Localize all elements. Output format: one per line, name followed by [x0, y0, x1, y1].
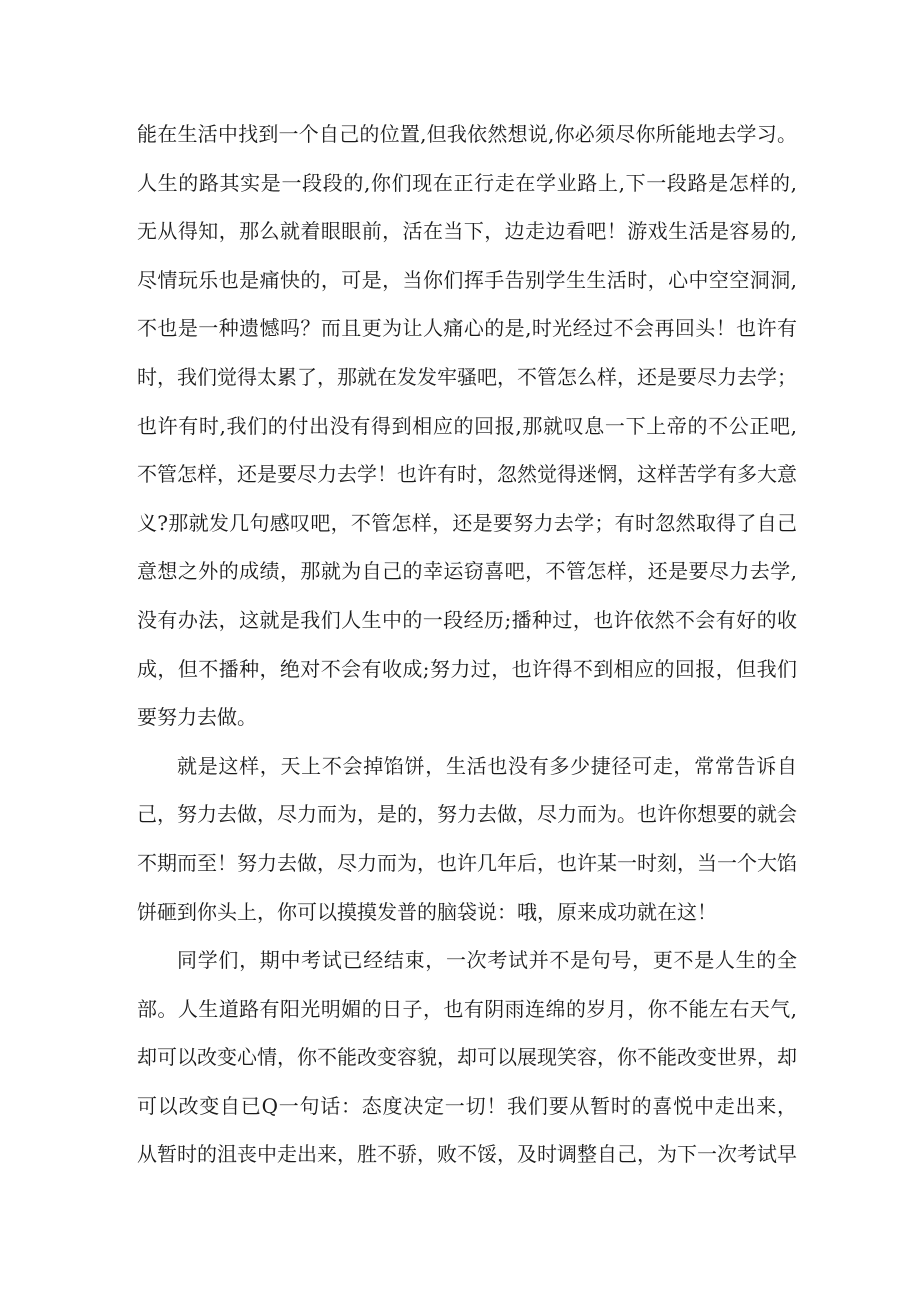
document-body	[137, 110, 797, 1179]
text-line: 意想之外的成绩，那就为自己的幸运窃喜吧，不管怎样，还是要尽力去学,	[137, 559, 797, 584]
text-line: 却可以改变心情，你不能改变容貌，却可以展现笑容，你不能改变世界，却	[137, 1045, 797, 1070]
text-line: 能在生活中找到一个自己的位置,但我依然想说,你必须尽你所能地去学习。	[137, 122, 797, 146]
text-line: 同学们，期中考试已经结束，一次考试并不是句号，更不是人生的全	[177, 948, 797, 973]
text-line: 尽情玩乐也是痛快的，可是，当你们挥手告别学生生活时，心中空空洞洞,	[137, 267, 797, 292]
paragraph	[137, 742, 797, 936]
text-line: 从暂时的沮丧中走出来，胜不骄，败不馁，及时调整自己，为下一次考试早	[137, 1142, 797, 1167]
text-line: 饼砸到你头上，你可以摸摸发普的脑袋说：哦，原来成功就在这！	[137, 899, 717, 924]
text-line: 人生的路其实是一段段的,你们现在正行走在学业路上,下一段路是怎样的,	[137, 170, 797, 195]
text-line: 义?那就发几句感叹吧，不管怎样，还是要努力去学；有时忽然取得了自己	[137, 510, 797, 535]
text-line: 不管怎样，还是要尽力去学！也许有时，忽然觉得迷惘，这样苦学有多大意	[137, 462, 797, 487]
text-line: 时，我们觉得太累了，那就在发发牢骚吧，不管怎么样，还是要尽力去学；	[137, 364, 797, 389]
text-line: 不也是一种遗憾吗？而且更为让人痛心的是,时光经过不会再回头！也许有	[137, 316, 797, 341]
text-line: 没有办法，这就是我们人生中的一段经历;播种过，也许依然不会有好的收	[137, 607, 797, 632]
text-line: 成，但不播种，绝对不会有收成;努力过，也许得不到相应的回报，但我们	[137, 656, 797, 681]
text-line: 部。人生道路有阳光明媚的日子，也有阴雨连绵的岁月，你不能左右天气,	[137, 996, 797, 1021]
text-line: 无从得知，那么就着眼眼前，活在当下，边走边看吧！游戏生活是容易的,	[137, 219, 797, 244]
text-line: 也许有时,我们的付出没有得到相应的回报,那就叹息一下上帝的不公正吧,	[137, 413, 797, 438]
text-line: 可以改变自已Q一句话：态度决定一切！我们要从暂时的喜悦中走出来，	[137, 1093, 797, 1118]
text-line: 要努力去做。	[137, 705, 257, 730]
text-line: 己，努力去做，尽力而为，是的，努力去做，尽力而为。也许你想要的就会	[137, 802, 797, 827]
paragraph	[137, 110, 797, 742]
paragraph	[137, 936, 797, 1179]
text-line: 就是这样，天上不会掉馅饼，生活也没有多少捷径可走，常常告诉自	[177, 753, 797, 778]
text-line: 不期而至！努力去做，尽力而为，也许几年后，也许某一时刻，当一个大馅	[137, 850, 797, 875]
